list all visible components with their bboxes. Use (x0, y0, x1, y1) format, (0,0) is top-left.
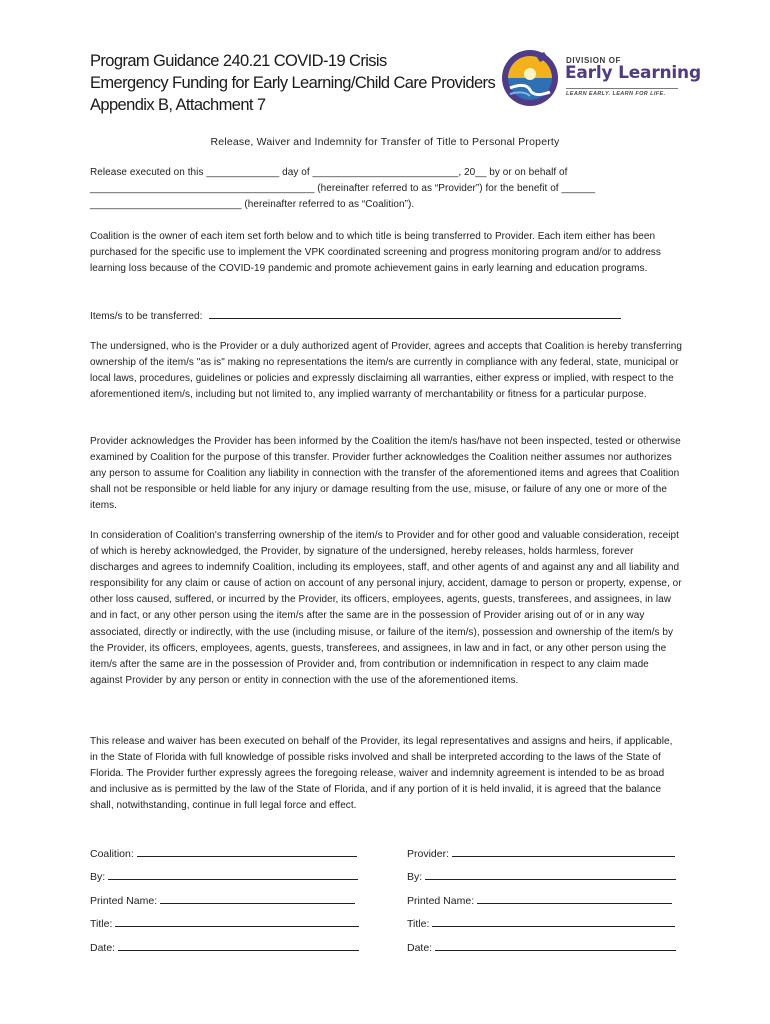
provider-title-label: Title: (407, 918, 430, 930)
signature-coalition-printed-name (90, 893, 355, 907)
undersigned-text: The undersigned, who is the Provider or a duly authorized agent of Provider, agrees and accepts that Coalition is hereby transferring ownership of the item/s "as is" making no representations the item/s are currently in compliance with any federal, state, municipal or local laws, procedures, guidelines or policies and expressly disclaiming all warranties, either express or implied, with respect to the aforementioned item/s, including but not limited to, any implied warranty of merchantability or fitness for a particular purpose. (90, 341, 682, 401)
provider-printed-name-label: Printed Name: (407, 895, 475, 907)
header-title-line-2: Emergency Funding for Early Learning/Child Care Providers (90, 74, 496, 92)
signature-provider-title (407, 916, 675, 930)
items-transferred-row (90, 308, 682, 325)
signature-coalition-title (90, 916, 359, 930)
signature-provider-by (407, 869, 676, 883)
coalition-label: Coalition: (90, 848, 134, 860)
provider-printed-name-line[interactable] (477, 893, 672, 904)
document-heading: Release, Waiver and Indemnity for Transfer of Title to Personal Property (210, 136, 560, 148)
provider-title-line[interactable] (432, 916, 675, 927)
undersigned-paragraph (90, 339, 682, 403)
coalition-date-label: Date: (90, 942, 116, 954)
header-title-line-1: Program Guidance 240.21 COVID-19 Crisis (90, 52, 387, 70)
provider-signature-line[interactable] (452, 846, 675, 857)
coalition-title-line[interactable] (115, 916, 359, 927)
consideration-paragraph (90, 528, 682, 689)
acknowledges-text: Provider acknowledges the Provider has been informed by the Coalition the item/s has/have not been inspected, tested or otherwise examined by Coalition for the purpose of this transfer. Provider further acknowledges the Coalition neither assumes nor authorizes any person to assume for Coalition any liability in connection with the transfer of the aforementioned items and agrees that Coalition shall not be responsible or held liable for any injury or damage resulting from the use, misuse, or failure of any one or more of the items. (90, 436, 681, 512)
coalition-printed-name-line[interactable] (160, 893, 355, 904)
signature-provider (407, 846, 675, 860)
signature-provider-date (407, 940, 676, 954)
coalition-signature-line[interactable] (137, 846, 357, 857)
signature-coalition-by (90, 869, 358, 883)
signature-coalition (90, 846, 357, 860)
coalition-by-line[interactable] (108, 869, 358, 880)
header-title-line-3: Appendix B, Attachment 7 (90, 96, 266, 114)
signature-provider-printed-name (407, 893, 672, 907)
provider-by-label: By: (407, 871, 423, 883)
signature-coalition-date (90, 940, 359, 954)
header-title (90, 50, 510, 116)
coalition-ownership-text: Coalition is the owner of each item set forth below and to which title is being transferred to Provider. Each item either has been purchased for the specific use to implement the VPK coordinated screening and progress monitoring program and/or to address learning loss because of the COVID-19 pandemic and promote achievement gains in early learning and education programs. (90, 231, 661, 275)
items-transferred-label: Items/s to be transferred: (90, 311, 203, 322)
logo-early-learning-text: Early Learning (565, 63, 701, 83)
release-waiver-text: This release and waiver has been executed on behalf of the Provider, its legal representatives and assigns and heirs, if applicable, in the State of Florida with full knowledge of possible risks involved and shall be interpreted according to the laws of the State of Florida. The Provider further expressly agrees the foregoing release, waiver and indemnity agreement is intended to be as broad and inclusive as is permitted by the law of the State of Florida, and if any portion of it is held invalid, it is agreed that the balance shall, notwithstanding, continue in full legal force and effect. (90, 736, 673, 812)
provider-date-line[interactable] (435, 940, 676, 951)
logo-tagline: LEARN EARLY. LEARN FOR LIFE. (566, 91, 666, 97)
logo-division-text: DIVISION OF (566, 56, 622, 65)
release-waiver-paragraph (90, 734, 682, 814)
acknowledges-paragraph (90, 434, 682, 514)
coalition-title-label: Title: (90, 918, 113, 930)
coalition-printed-name-label: Printed Name: (90, 895, 158, 907)
coalition-ownership-paragraph (90, 229, 682, 277)
provider-date-label: Date: (407, 942, 433, 954)
release-line-1: Release executed on this _____________ day of __________________________, 20__ by or on behalf of (90, 167, 568, 178)
logo-divider (566, 88, 678, 89)
items-transferred-line[interactable] (209, 308, 621, 319)
coalition-date-line[interactable] (118, 940, 359, 951)
coalition-by-label: By: (90, 871, 106, 883)
consideration-text: In consideration of Coalition's transferring ownership of the item/s to Provider and for other good and valuable consideration, receipt of which is hereby acknowledged, the Provider, by signature of the undersigned, hereby releases, holds harmless, forever discharges and agrees to indemnify Coalition, including its employees, staff, and other agents of and against any and all liability and responsibility for any claim or cause of action on account of any personal injury, accident, damage to person or property, expense, or other loss caused, suffered, or incurred by the Provider, its officers, employees, agents, guests, transferees, and assignees, in law and in fact, or any other person using the item/s after the same are in the possession of Provider arising out of or in any way associated, directly or indirectly, with the use (including misuse, or failure of the item/s), possession and ownership of the item/s by the Provider, its officers, employees, agents, guests, transferees, and assignees, in law and in fact, or any other person using the item/s after the same are in the possession of Provider and, from contribution or indemnification in respect to any claim made against Provider by any person or entity in connection with the use of the aforementioned items. (90, 530, 682, 686)
release-line-3: ___________________________ (hereinafter referred to as “Coalition”). (90, 199, 415, 211)
provider-by-line[interactable] (425, 869, 676, 880)
release-executed-block (90, 165, 682, 213)
provider-label: Provider: (407, 848, 450, 860)
release-line-2: ________________________________________ (hereinafter referred to as “Provider”) for the benefit of ______ (90, 183, 596, 195)
